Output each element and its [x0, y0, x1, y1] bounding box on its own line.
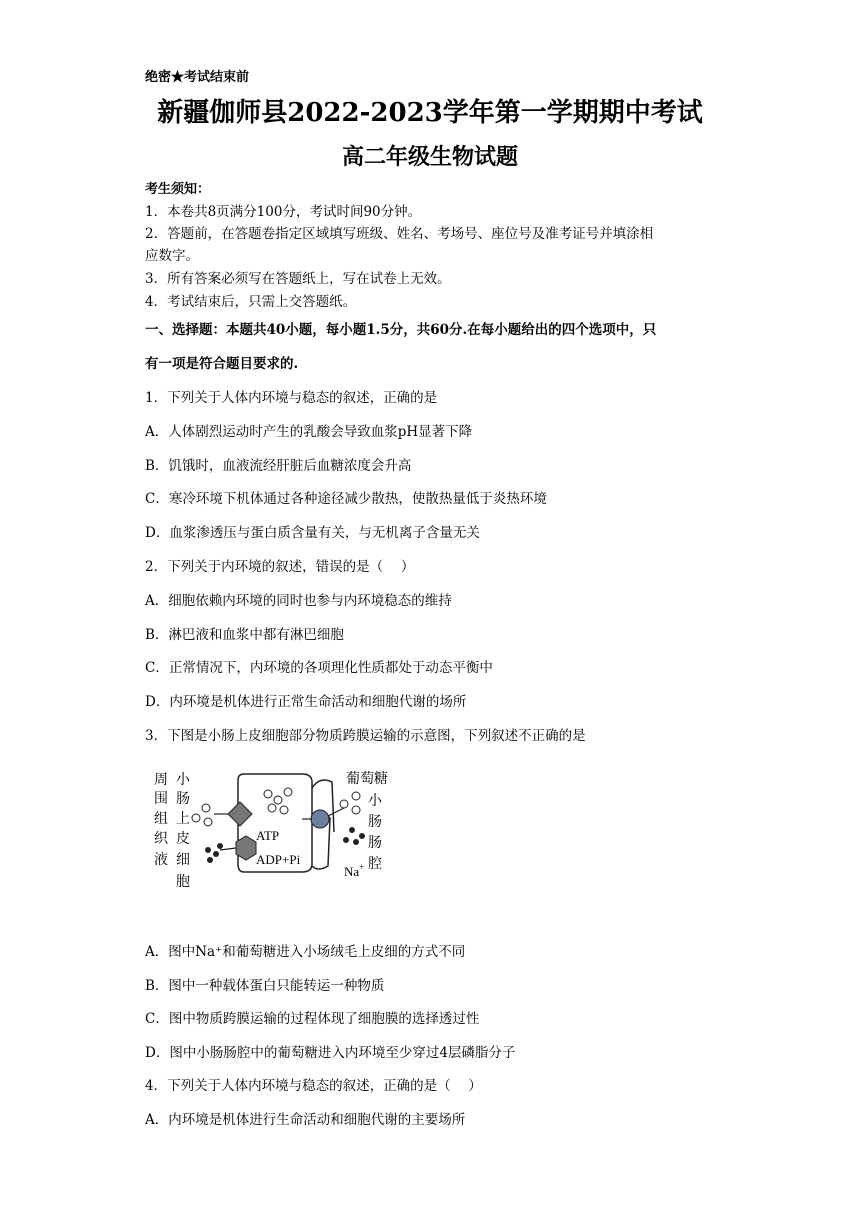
atp-label: ATP [256, 828, 280, 843]
exam-title: 新疆伽师县2022-2023学年第一学期期中考试 [157, 98, 703, 128]
option-d: D．血浆渗透压与蛋白质含量有关，与无机离子含量无关 [145, 525, 480, 541]
question-stem: 2．下列关于内环境的叙述，错误的是（ ） [145, 559, 415, 575]
left-label-char: 液 [154, 851, 168, 867]
notice-item: 4．考试结束后，只需上交答题纸。 [145, 294, 357, 310]
option-a: A．人体剧烈运动时产生的乳酸会导致血浆pH显著下降 [145, 424, 473, 440]
notice-heading: 考生须知： [145, 182, 211, 197]
carrier-hexagon [236, 836, 256, 860]
cell-label-char: 胞 [176, 873, 190, 889]
option-a: A．图中Na⁺和葡萄糖进入小场绒毛上皮细的方式不同 [145, 944, 466, 960]
glucose-label: 葡萄糖 [346, 770, 388, 786]
option-d: D．图中小肠肠腔中的葡萄糖进入内环境至少穿过4层磷脂分子 [145, 1045, 516, 1061]
na-charge: + [359, 862, 365, 872]
left-label-char: 组 [154, 810, 168, 826]
adp-label: ADP+Pi [256, 852, 301, 867]
section-heading-cont: 有一项是符合题目要求的. [145, 356, 299, 372]
section-heading: 一、选择题：本题共40小题，每小题1.5分，共60分.在每小题给出的四个选项中，只 [145, 322, 657, 338]
lumen-label-char: 腔 [368, 855, 382, 871]
option-d: D．内环境是机体进行正常生命活动和细胞代谢的场所 [145, 694, 467, 710]
cell-label-char: 小 [176, 771, 190, 787]
cell-label-char: 皮 [176, 830, 190, 846]
na-label [344, 862, 364, 879]
carrier-circle [311, 810, 329, 828]
cell-label-char: 肠 [176, 790, 190, 806]
lumen-label-char: 肠 [368, 813, 382, 829]
carrier-diamond [228, 802, 252, 826]
notice-item: 1．本卷共8页满分100分，考试时间90分钟。 [145, 204, 422, 220]
membrane-transport-diagram [152, 768, 404, 892]
option-b: B．饥饿时，血液流经肝脏后血糖浓度会升高 [145, 458, 412, 474]
question-stem: 4．下列关于人体内环境与稳态的叙述，正确的是（ ） [145, 1078, 482, 1094]
option-b: B．图中一种载体蛋白只能转运一种物质 [145, 978, 385, 994]
cell-label-char: 细 [176, 851, 190, 867]
option-c: C．寒冷环境下机体通过各种途径减少散热，使散热量低于炎热环境 [145, 491, 547, 507]
option-a: A．内环境是机体进行生命活动和细胞代谢的主要场所 [145, 1112, 466, 1128]
option-c: C．图中物质跨膜运输的过程体现了细胞膜的选择透过性 [145, 1011, 480, 1027]
option-a: A．细胞依赖内环境的同时也参与内环境稳态的维持 [145, 593, 452, 609]
notice-item: 3．所有答案必须写在答题纸上，写在试卷上无效。 [145, 271, 451, 287]
notice-item: 2．答题前，在答题卷指定区域填写班级、姓名、考场号、座位号及准考证号并填涂相 [145, 226, 654, 242]
na-label-text: Na [344, 864, 360, 879]
exam-subtitle: 高二年级生物试题 [341, 144, 518, 170]
option-c: C．正常情况下，内环境的各项理化性质都处于动态平衡中 [145, 660, 493, 676]
cell-label-char: 上 [176, 810, 190, 826]
notice-item: 应数字。 [145, 248, 199, 264]
secret-label: 绝密★考试结束前 [145, 70, 250, 85]
lumen-label-char: 肠 [368, 834, 382, 850]
question-stem: 3．下图是小肠上皮细胞部分物质跨膜运输的示意图，下列叙述不正确的是 [145, 728, 586, 744]
lumen-label-char: 小 [368, 792, 382, 808]
option-b: B．淋巴液和血浆中都有淋巴细胞 [145, 627, 344, 643]
left-label-char: 织 [154, 830, 168, 846]
left-label-char: 围 [154, 790, 168, 806]
question-stem: 1．下列关于人体内环境与稳态的叙述，正确的是 [145, 390, 438, 406]
left-label-char: 周 [154, 771, 168, 787]
